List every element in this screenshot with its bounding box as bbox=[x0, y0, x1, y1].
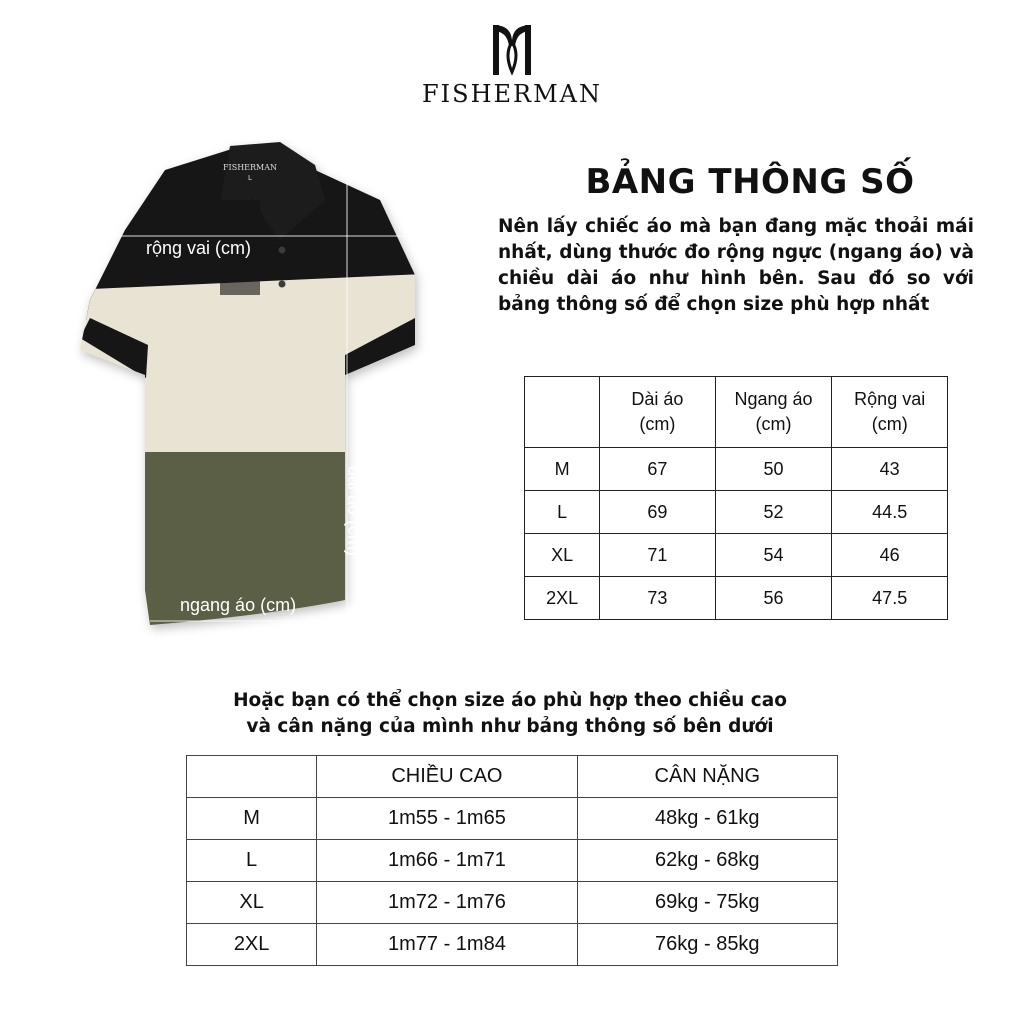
subtitle-line-2: và cân nặng của mình như bảng thông số bên dưới bbox=[246, 716, 774, 737]
length-cell: 73 bbox=[600, 577, 715, 620]
size-cell: M bbox=[187, 798, 317, 840]
table-row bbox=[187, 882, 838, 924]
header-width-unit: (cm) bbox=[755, 414, 792, 434]
subtitle-line-1: Hoặc bạn có thể chọn size áo phù hợp theo chiều cao bbox=[233, 690, 787, 711]
garment-measurement-table bbox=[524, 376, 948, 620]
size-cell: L bbox=[187, 840, 317, 882]
weight-cell: 76kg - 85kg bbox=[577, 924, 837, 966]
table-row bbox=[525, 491, 948, 534]
header-shoulder-unit: (cm) bbox=[871, 414, 908, 434]
header-cell-shoulder bbox=[832, 377, 948, 448]
size-cell: XL bbox=[525, 534, 600, 577]
width-cell: 50 bbox=[715, 448, 832, 491]
brand-logo bbox=[416, 22, 608, 108]
svg-text:FISHERMAN: FISHERMAN bbox=[223, 163, 277, 172]
header-cell-width bbox=[715, 377, 832, 448]
height-weight-table bbox=[186, 755, 838, 966]
width-cell: 56 bbox=[715, 577, 832, 620]
table-row bbox=[187, 840, 838, 882]
shoulder-width-label: rộng vai (cm) bbox=[146, 238, 252, 258]
table-row bbox=[525, 448, 948, 491]
header-cell-empty bbox=[525, 377, 600, 448]
shoulder-cell: 44.5 bbox=[832, 491, 948, 534]
size-cell: L bbox=[525, 491, 600, 534]
shoulder-cell: 43 bbox=[832, 448, 948, 491]
header-cell-length bbox=[600, 377, 715, 448]
length-cell: 69 bbox=[600, 491, 715, 534]
table-row bbox=[187, 798, 838, 840]
shoulder-cell: 46 bbox=[832, 534, 948, 577]
size-cell: 2XL bbox=[187, 924, 317, 966]
table-row bbox=[187, 924, 838, 966]
size-cell: M bbox=[525, 448, 600, 491]
polo-shirt-image bbox=[70, 140, 510, 640]
shoulder-cell: 47.5 bbox=[832, 577, 948, 620]
page-title: BẢNG THÔNG SỐ bbox=[585, 162, 915, 202]
table-row bbox=[525, 534, 948, 577]
table-header-row bbox=[187, 756, 838, 798]
width-cell: 52 bbox=[715, 491, 832, 534]
weight-cell: 48kg - 61kg bbox=[577, 798, 837, 840]
length-cell: 71 bbox=[600, 534, 715, 577]
header-length-label: Dài áo bbox=[631, 389, 684, 409]
size-cell: XL bbox=[187, 882, 317, 924]
shirt-illustration bbox=[70, 140, 510, 640]
brand-name: FISHERMAN bbox=[422, 80, 602, 108]
length-cell: 67 bbox=[600, 448, 715, 491]
header-length-unit: (cm) bbox=[639, 414, 676, 434]
height-weight-instructions bbox=[180, 688, 840, 740]
width-cell: 54 bbox=[715, 534, 832, 577]
header-width-label: Ngang áo bbox=[734, 389, 813, 409]
header-cell-empty bbox=[187, 756, 317, 798]
table-header-row bbox=[525, 377, 948, 448]
svg-text:L: L bbox=[248, 174, 252, 182]
header-cell-height: CHIỀU CAO bbox=[317, 756, 577, 798]
header-cell-weight: CÂN NẶNG bbox=[577, 756, 837, 798]
header-shoulder-label: Rộng vai bbox=[854, 389, 926, 409]
height-cell: 1m77 - 1m84 bbox=[317, 924, 577, 966]
table-row bbox=[525, 577, 948, 620]
height-cell: 1m55 - 1m65 bbox=[317, 798, 577, 840]
shirt-length-label: dài áo (cm) bbox=[344, 466, 364, 557]
weight-cell: 62kg - 68kg bbox=[577, 840, 837, 882]
size-cell: 2XL bbox=[525, 577, 600, 620]
height-cell: 1m66 - 1m71 bbox=[317, 840, 577, 882]
weight-cell: 69kg - 75kg bbox=[577, 882, 837, 924]
m-fish-logo-icon bbox=[491, 22, 533, 78]
measurement-instructions: Nên lấy chiếc áo mà bạn đang mặc thoải mái nhất, dùng thước đo rộng ngực (ngang áo) và chiều dài áo như hình bên. Sau đó so với bảng thông số để chọn size phù hợp nhất bbox=[498, 216, 974, 315]
chest-width-label: ngang áo (cm) bbox=[180, 595, 297, 615]
height-cell: 1m72 - 1m76 bbox=[317, 882, 577, 924]
